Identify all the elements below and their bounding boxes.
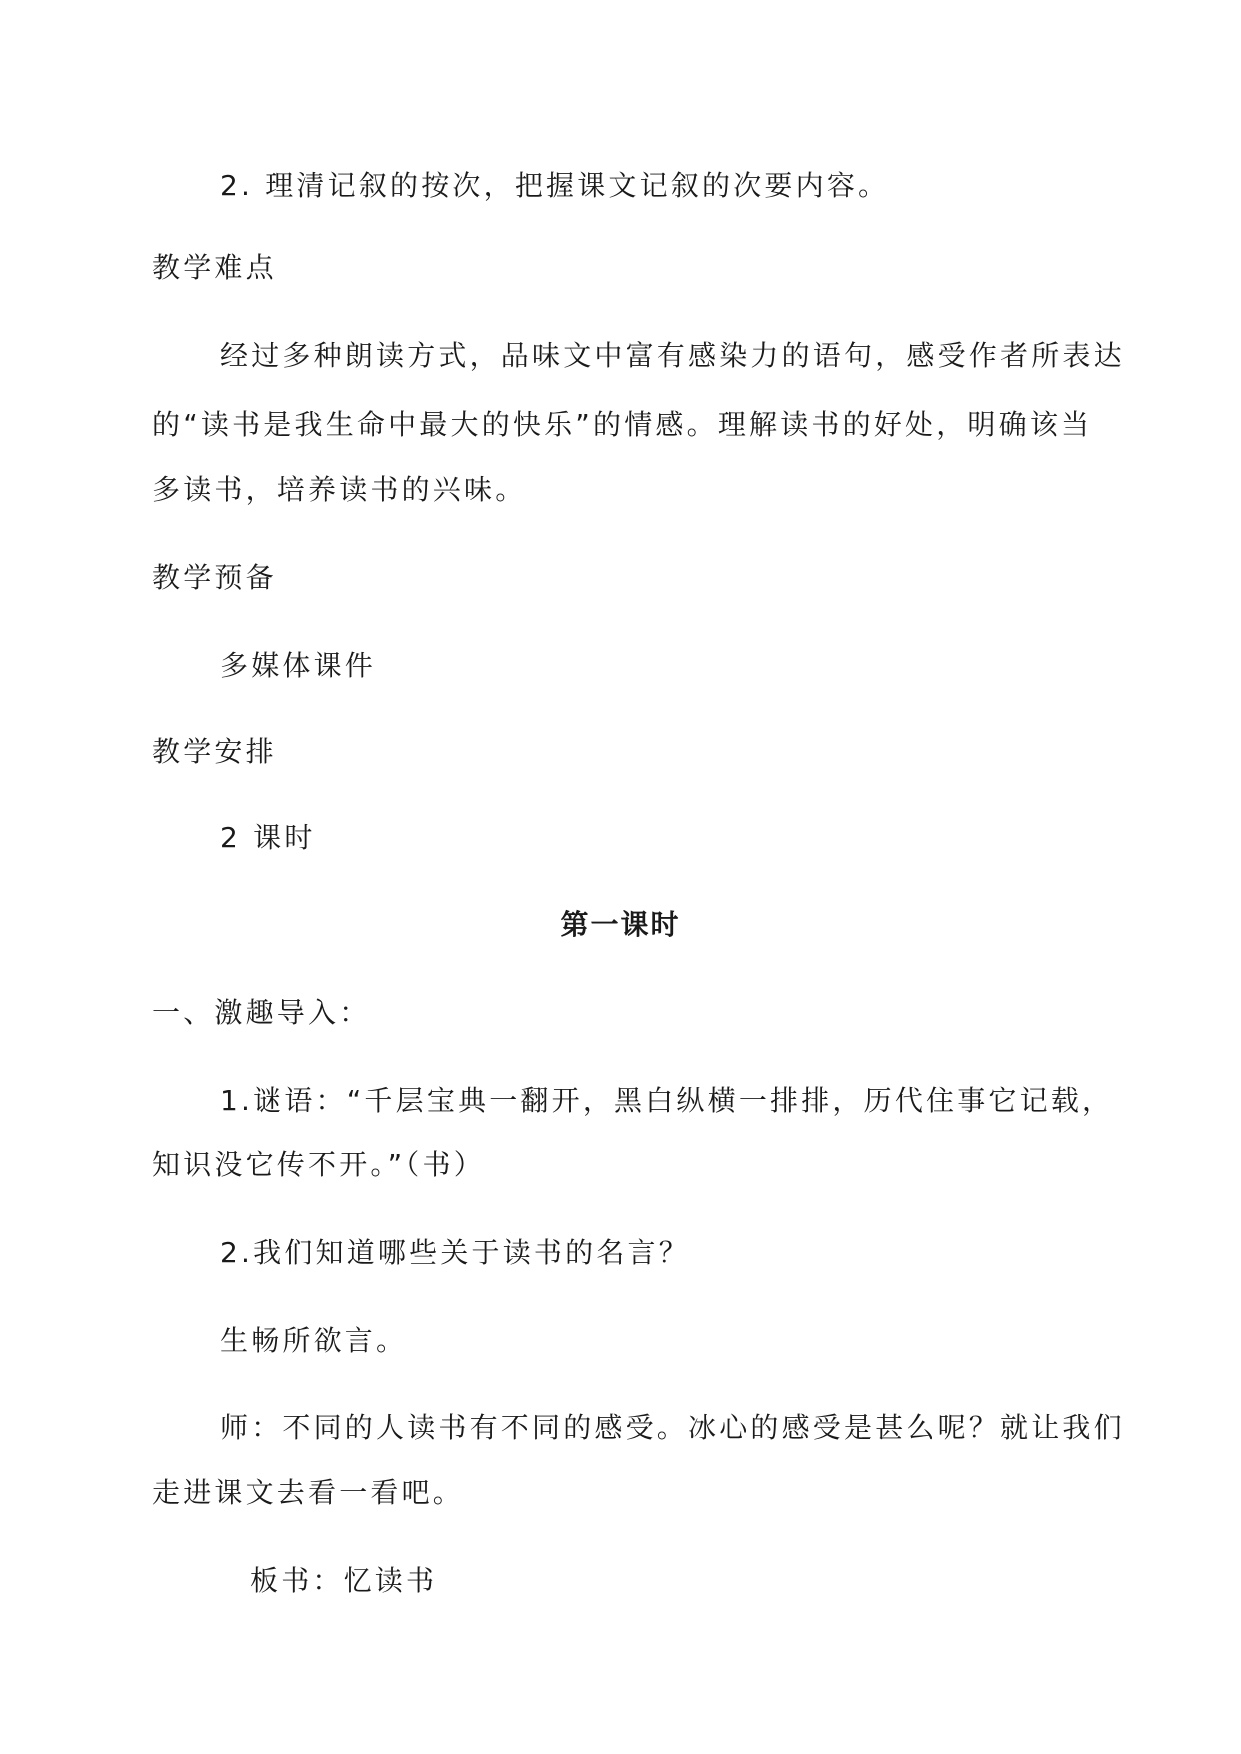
- student-response: 生畅所欲言。: [220, 1324, 408, 1357]
- arrangement-text: 2 课时: [220, 821, 316, 854]
- section-heading-difficulty: 教学难点: [152, 251, 277, 284]
- paragraph-line: 经过多种朗读方式，品味文中富有感染力的语句，感受作者所表达: [220, 339, 1125, 372]
- lesson-title: 第一课时: [560, 908, 681, 941]
- objective-2: 2. 理清记叙的按次，把握课文记叙的次要内容。: [220, 169, 890, 202]
- riddle-line: 1.谜语：“千层宝典一翻开，黑白纵横一排排，历代住事它记载，: [220, 1084, 1114, 1117]
- preparation-text: 多媒体课件: [220, 649, 377, 682]
- blackboard-text: 板书：忆读书: [250, 1564, 438, 1597]
- section-heading-arrangement: 教学安排: [152, 735, 277, 768]
- paragraph-line: 多读书，培养读书的兴味。: [152, 473, 527, 506]
- paragraph-line: 的“读书是我生命中最大的快乐”的情感。理解读书的好处，明确该当: [152, 408, 1093, 441]
- riddle-line: 知识没它传不开。”（书）: [152, 1148, 485, 1181]
- teacher-line: 走进课文去看一看吧。: [152, 1476, 465, 1509]
- step-heading-intro: 一、激趣导入：: [152, 996, 371, 1029]
- teacher-line: 师：不同的人读书有不同的感受。冰心的感受是甚么呢？就让我们: [220, 1411, 1125, 1444]
- section-heading-preparation: 教学预备: [152, 561, 277, 594]
- question-line: 2.我们知道哪些关于读书的名言？: [220, 1236, 690, 1269]
